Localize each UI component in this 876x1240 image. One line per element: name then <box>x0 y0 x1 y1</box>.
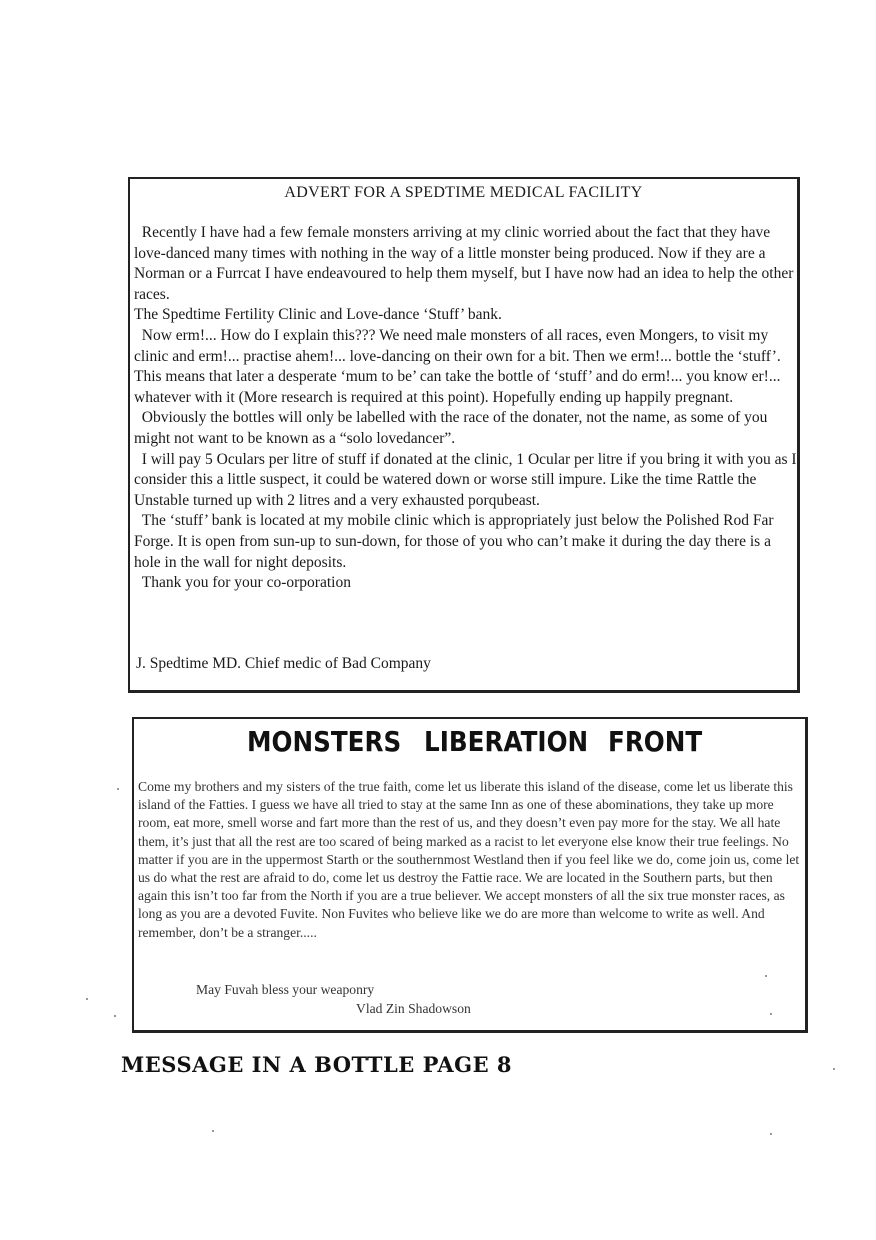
advert-signature: J. Spedtime MD. Chief medic of Bad Company <box>136 655 431 672</box>
mlf-body: Come my brothers and my sisters of the true faith, come let us liberate this island of the disease, come let us liberate this island of the Fatties. I guess we have all tried to stay at the same Inn as one of these abominations, they take up more room, eat more, smell worse and fart more than the rest of us, and they doesn’t even pay more for the stay. We all hate them, it’s just that all the rest are too scared of being marked as a racist to let everyone else know their true feelings. No matter if you are in the uppermost Starth or the southernmost Westland then if you feel like we do, come join us, come let us do what the rest are afraid to do, come let us destroy the Fattie race. We are located in the Southern parts, but then again this isn’t too far from the North if you are a true believer. We accept monsters of all the six true monster races, as long as you are a devoted Fuvite. Non Fuvites who believe like we do are more than welcome to write as well. And remember, don’t be a stranger..... <box>138 779 800 940</box>
advert-paragraph: I will pay 5 Oculars per litre of stuff if donated at the clinic, 1 Ocular per litre if you bring it with you as I consider this a little suspect, it could be watered down or worse still impure. Like the time Rattle the Unstable turned up with 2 litres and a very exhausted porqubeast. <box>134 450 801 509</box>
advert-paragraph: The Spedtime Fertility Clinic and Love-dance ‘Stuff’ bank. <box>134 306 502 324</box>
advert-paragraph: Recently I have had a few female monsters arriving at my clinic worried about the fact that they have love-danced many times with nothing in the way of a little monster being produced. Now if they are a Norman or a Furrcat I have endeavoured to help them myself, but I have now had an idea to help the other races. <box>134 224 798 303</box>
advert-title: ADVERT FOR A SPEDTIME MEDICAL FACILITY <box>284 184 643 201</box>
mlf-heading-word: LIBERATION <box>424 725 589 758</box>
scan-speck <box>86 998 88 1000</box>
advert-paragraph: Thank you for your co-orporation <box>134 574 351 592</box>
advert-paragraph: The ‘stuff’ bank is located at my mobile clinic which is appropriately just below the Polished Rod Far Forge. It is open from sun-up to sun-down, for those of you who can’t make it during the day there is a hole in the wall for night deposits. <box>134 512 778 571</box>
mlf-heading-word: MONSTERS <box>247 725 402 758</box>
advert-paragraph: Now erm!... How do I explain this??? We need male monsters of all races, even Mongers, to visit my clinic and erm!... practise ahem!... love-dancing on their own for a bit. Then we erm!... bottle the ‘stuff’. This means that later a desperate ‘mum to be’ can take the bottle of ‘stuff’ and do erm!... you know er!... whatever with it (More research is required at this point). Hopefully ending up happily pregnant. <box>134 326 785 406</box>
mlf-heading-word: FRONT <box>608 725 703 758</box>
mlf-heading <box>134 725 805 765</box>
scan-speck <box>770 1133 772 1135</box>
scan-speck <box>765 975 767 977</box>
scan-speck <box>114 1015 116 1017</box>
scan-speck <box>770 1013 772 1015</box>
scan-speck <box>833 1068 835 1070</box>
page-footer: MESSAGE IN A BOTTLE PAGE 8 <box>121 1052 513 1077</box>
mlf-author: Vlad Zin Shadowson <box>356 1001 471 1016</box>
advert-paragraph: Obviously the bottles will only be labelled with the race of the donater, not the name, as some of you might not want to be known as a “solo lovedancer”. <box>134 409 772 447</box>
advert-box <box>128 177 800 693</box>
advert-text <box>134 223 801 594</box>
mlf-blessing: May Fuvah bless your weaponry <box>196 982 375 997</box>
mlf-box <box>132 717 808 1033</box>
scan-speck <box>117 788 119 790</box>
scan-speck <box>212 1130 214 1132</box>
